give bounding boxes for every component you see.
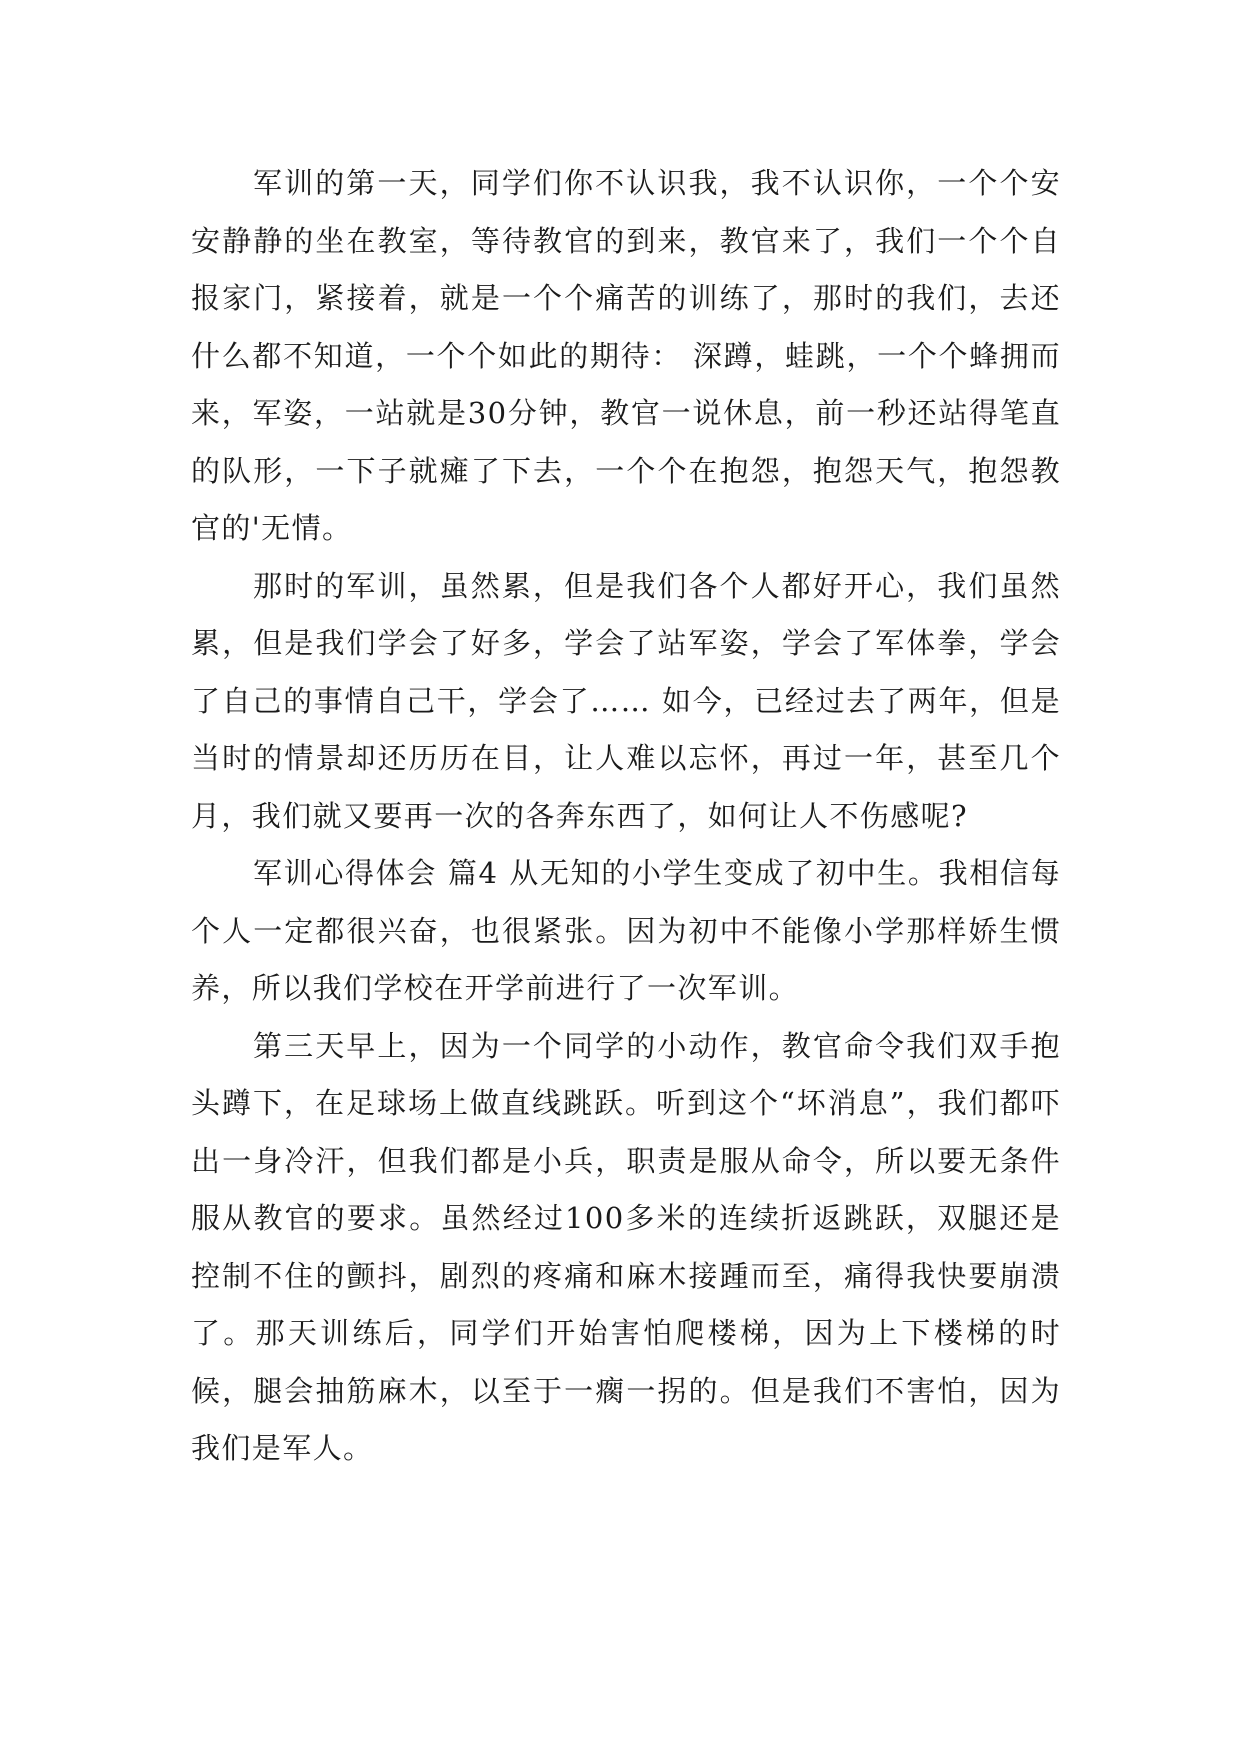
paragraph-memories: 那时的军训，虽然累，但是我们各个人都好开心，我们虽然累，但是我们学会了好多，学会了站军姿，学会了军体拳，学会了自己的事情自己干，学会了…… 如今，已经过去了两年，但是当时的情景却还历历在目，让人难以忘怀，再过一年，甚至几个月，我们就又要再一次的各奔东西了，如何让人不伤感呢?	[191, 568, 1061, 833]
document-body	[191, 155, 1061, 1478]
paragraph-first-day: 军训的第一天，同学们你不认识我，我不认识你，一个个安安静静的坐在教室，等待教官的到来，教官来了，我们一个个自报家门，紧接着，就是一个个痛苦的训练了，那时的我们，去还什么都不知道，一个个如此的期待： 深蹲，蛙跳，一个个蜂拥而来，军姿，一站就是30分钟，教官一说休息，前一秒还站得笔直的队形，一下子就瘫了下去，一个个在抱怨，抱怨天气，抱怨教官的'无情。	[191, 166, 1061, 545]
paragraph-article-4: 军训心得体会 篇4 从无知的小学生变成了初中生。我相信每个人一定都很兴奋，也很紧张。因为初中不能像小学那样娇生惯养，所以我们学校在开学前进行了一次军训。	[191, 856, 1061, 1005]
paragraph-third-day: 第三天早上，因为一个同学的小动作，教官命令我们双手抱头蹲下，在足球场上做直线跳跃。听到这个“坏消息”，我们都吓出一身冷汗，但我们都是小兵，职责是服从命令，所以要无条件服从教官的要求。虽然经过100多米的连续折返跳跃，双腿还是控制不住的颤抖，剧烈的疼痛和麻木接踵而至，痛得我快要崩溃了。那天训练后，同学们开始害怕爬楼梯，因为上下楼梯的时候，腿会抽筋麻木，以至于一瘸一拐的。但是我们不害怕，因为我们是军人。	[191, 1028, 1061, 1465]
